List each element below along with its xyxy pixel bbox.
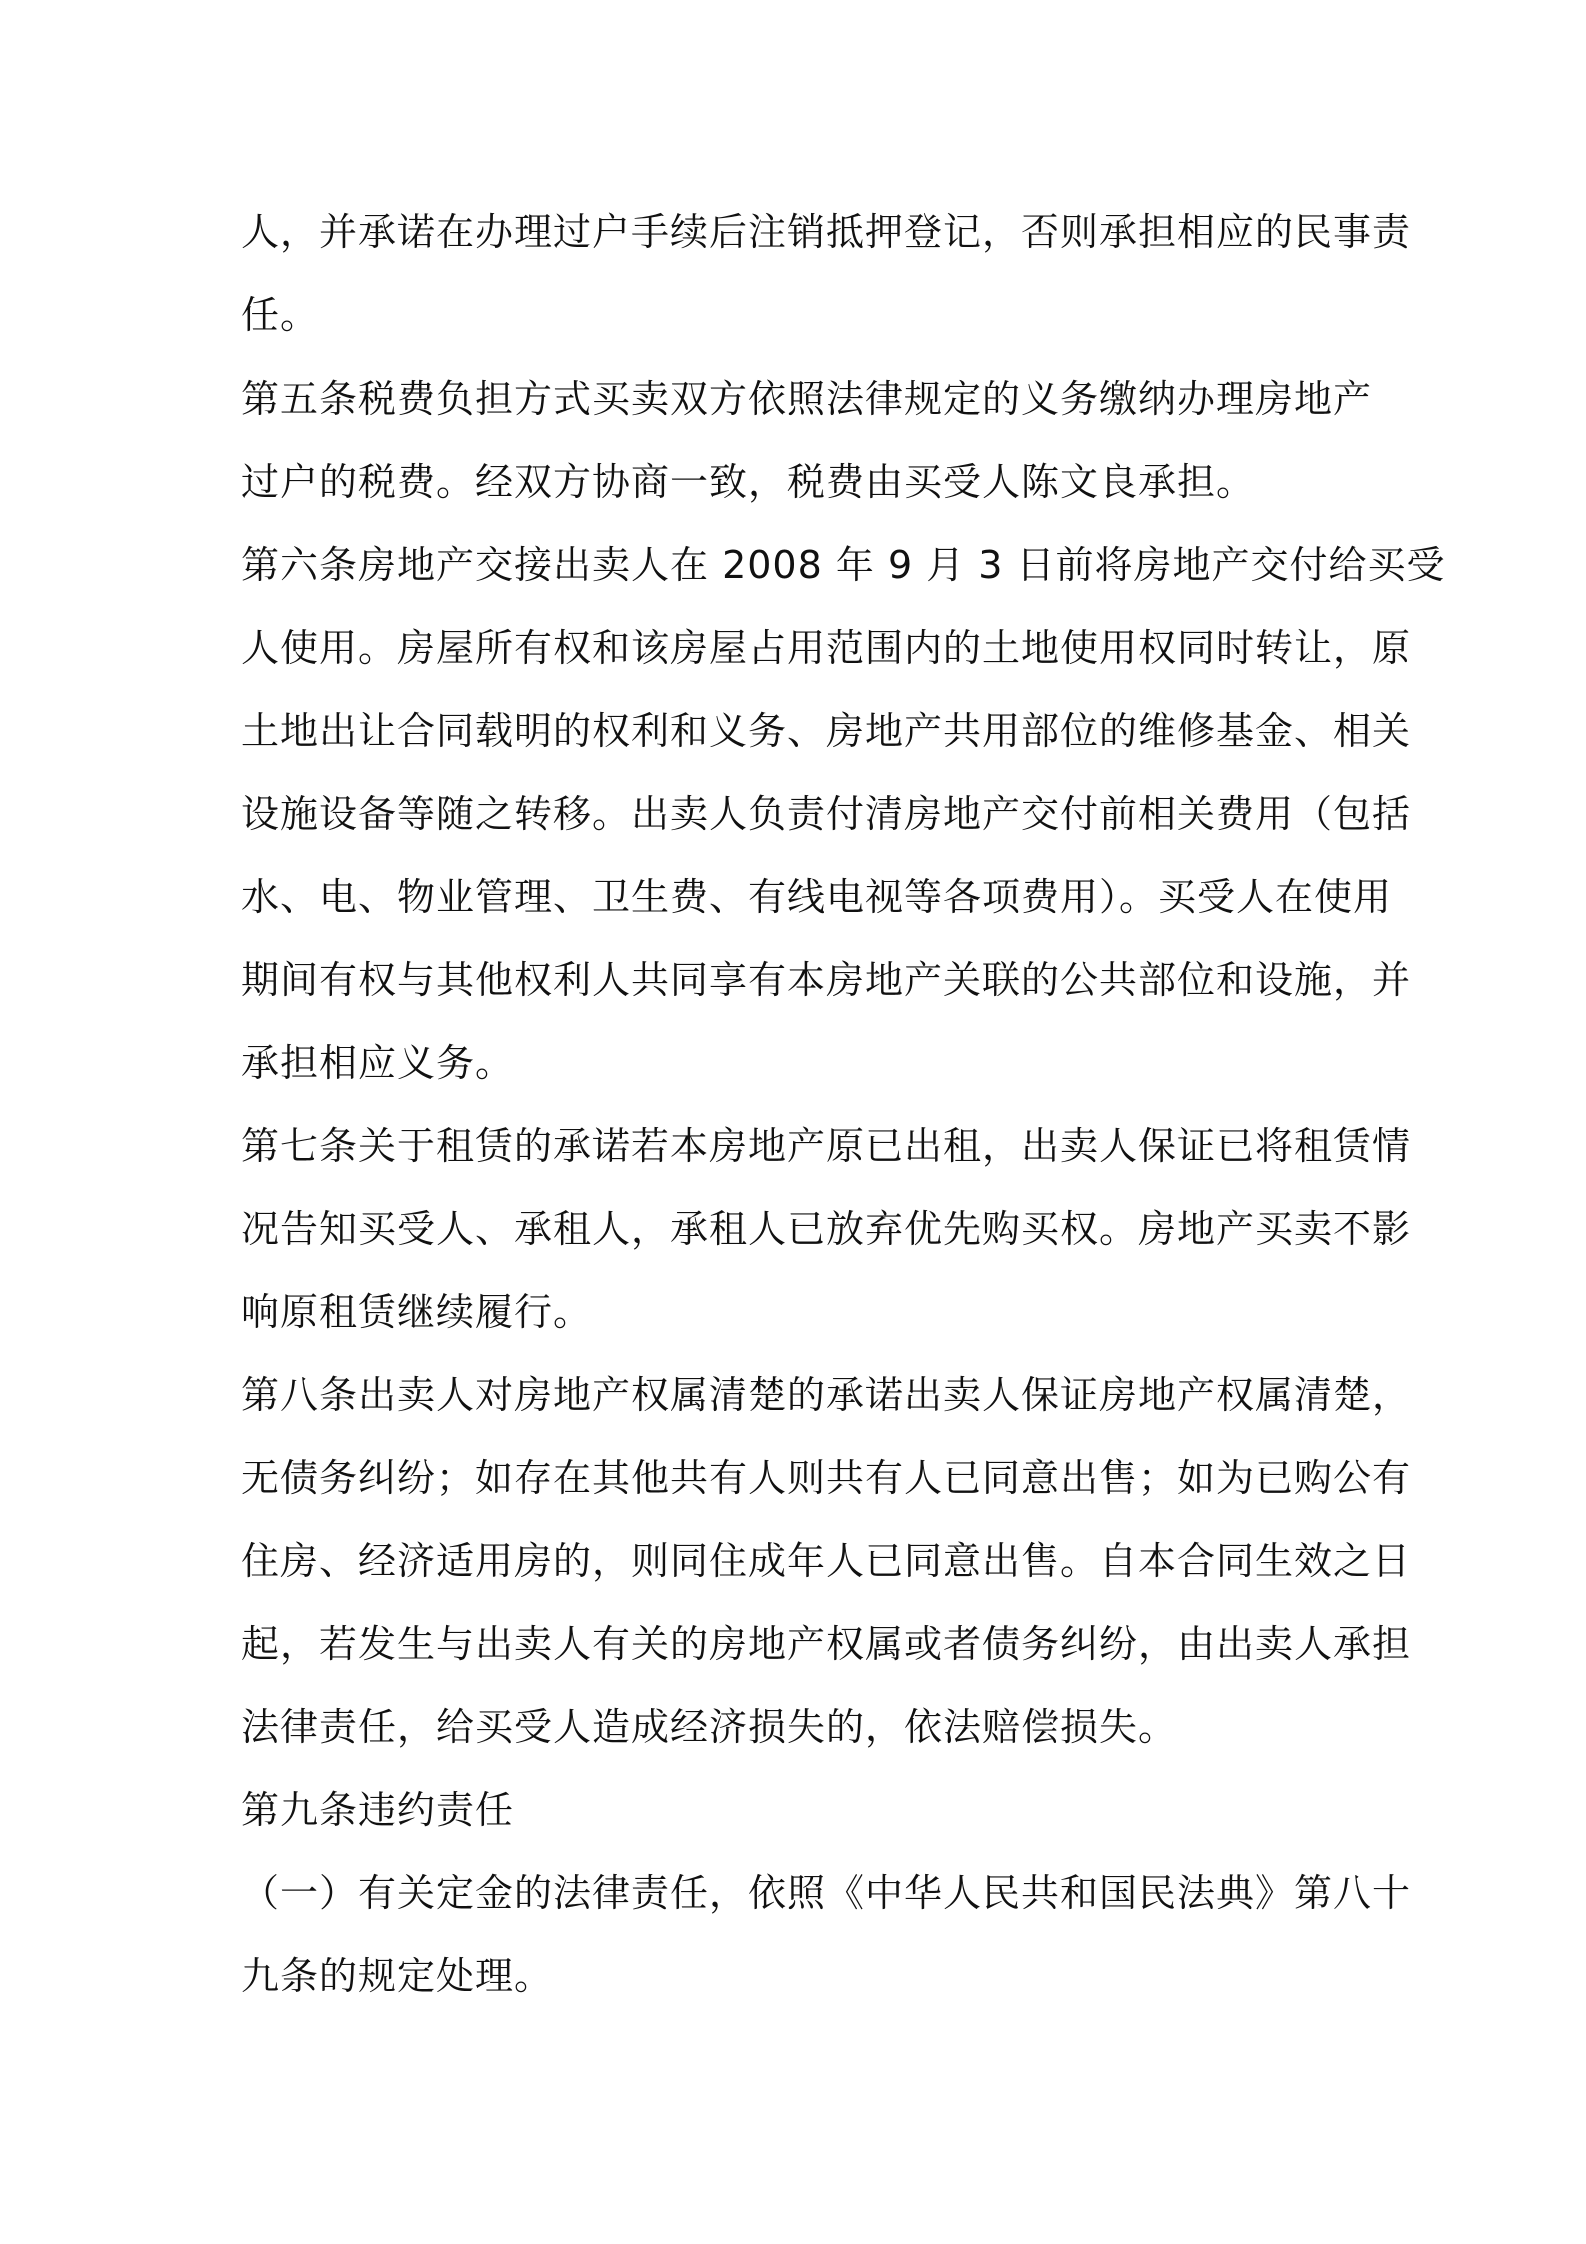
section-heading: 第九条违约责任: [241, 1788, 515, 1832]
text-line: 人使用。房屋所有权和该房屋占用范围内的土地使用权同时转让，原: [241, 626, 1412, 670]
text-line: 第八条出卖人对房地产权属清楚的承诺出卖人保证房地产权属清楚，: [241, 1373, 1412, 1417]
text-line: （一）有关定金的法律责任，依照《中华人民共和国民法典》第八十: [241, 1871, 1412, 1915]
text-line: 况告知买受人、承租人，承租人已放弃优先购买权。房地产买卖不影: [241, 1207, 1412, 1251]
text-line: 起，若发生与出卖人有关的房地产权属或者债务纠纷，由出卖人承担: [241, 1622, 1412, 1666]
text-line: 承担相应义务。: [241, 1041, 515, 1085]
text-line: 住房、经济适用房的，则同住成年人已同意出售。自本合同生效之日: [241, 1539, 1412, 1583]
text-line: 第五条税费负担方式买卖双方依照法律规定的义务缴纳办理房地产: [241, 377, 1373, 421]
text-line: 土地出让合同载明的权利和义务、房地产共用部位的维修基金、相关: [241, 709, 1412, 753]
text-line: 法律责任，给买受人造成经济损失的，依法赔偿损失。: [241, 1705, 1178, 1749]
text-line: 无债务纠纷；如存在其他共有人则共有人已同意出售；如为已购公有: [241, 1456, 1412, 1500]
text-line: 第六条房地产交接出卖人在 2008 年 9 月 3 日前将房地产交付给买受: [241, 543, 1446, 587]
text-line: 响原租赁继续履行。: [241, 1290, 593, 1334]
text-line: 人，并承诺在办理过户手续后注销抵押登记，否则承担相应的民事责: [241, 210, 1412, 254]
text-line: 设施设备等随之转移。出卖人负责付清房地产交付前相关费用（包括: [241, 792, 1412, 836]
text-line: 第七条关于租赁的承诺若本房地产原已出租，出卖人保证已将租赁情: [241, 1124, 1412, 1168]
text-line: 过户的税费。经双方协商一致，税费由买受人陈文良承担。: [241, 460, 1256, 504]
text-line: 水、电、物业管理、卫生费、有线电视等各项费用）。买受人在使用: [241, 875, 1393, 919]
text-line: 任。: [241, 293, 320, 337]
text-line: 九条的规定处理。: [241, 1954, 554, 1998]
text-line: 期间有权与其他权利人共同享有本房地产关联的公共部位和设施，并: [241, 958, 1412, 1002]
